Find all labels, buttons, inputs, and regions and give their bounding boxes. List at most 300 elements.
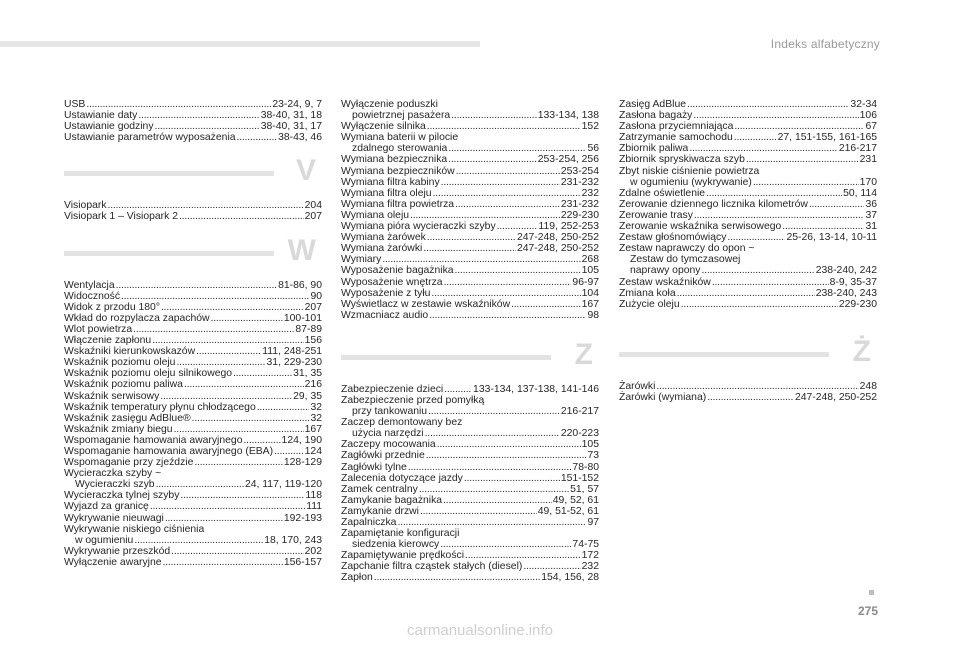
entry-term: Wyłączenie silnika bbox=[341, 121, 426, 133]
entry-pages: 27, 151-155, 161-165 bbox=[777, 132, 877, 144]
entry-term: Zestaw wskaźników bbox=[619, 276, 711, 288]
entry-pages: 49, 51-52, 61 bbox=[537, 505, 599, 517]
entry-pages: 111 bbox=[306, 501, 322, 513]
entry-term: Zamykanie bagażnika bbox=[341, 494, 443, 506]
index-entry bbox=[619, 99, 877, 110]
entry-pages: 216-217 bbox=[560, 406, 599, 418]
dot-leader bbox=[420, 506, 537, 517]
index-heading: Wycieraczka szyby ~ bbox=[64, 468, 162, 480]
entry-pages: 128-129 bbox=[283, 457, 322, 469]
index-entry bbox=[341, 166, 599, 177]
entry-pages: 38-40, 31, 18 bbox=[260, 110, 322, 122]
entry-pages: 98 bbox=[587, 309, 599, 321]
divider-line bbox=[64, 171, 274, 176]
entry-pages: 51, 57 bbox=[570, 483, 599, 495]
index-entry bbox=[341, 495, 599, 506]
index-entry bbox=[341, 462, 599, 473]
dot-leader bbox=[163, 557, 283, 568]
entry-term: Wymiary bbox=[341, 254, 382, 266]
index-entry bbox=[619, 110, 877, 121]
dot-leader bbox=[243, 435, 280, 446]
watermark: carmanualsonline.info bbox=[407, 622, 553, 639]
entry-pages: 231-232 bbox=[560, 176, 599, 188]
index-subentry bbox=[341, 428, 599, 439]
entry-term: Zamek centralny bbox=[341, 483, 418, 495]
index-entry bbox=[619, 299, 877, 310]
entry-pages: 231-232 bbox=[560, 198, 599, 210]
index-entry bbox=[619, 232, 877, 243]
entry-term: Visiopark 1 – Visiopark 2 bbox=[64, 211, 178, 223]
entry-term: Wskaźnik poziomu paliwa bbox=[64, 379, 183, 391]
entry-term: Wyświetlacz w zestawie wskaźników bbox=[341, 298, 511, 310]
dot-leader bbox=[444, 277, 572, 288]
dot-leader bbox=[165, 513, 283, 524]
index-column-1 bbox=[64, 99, 322, 568]
entry-term: Wyjazd za granicę bbox=[64, 501, 149, 513]
entry-pages: 96-97 bbox=[572, 276, 599, 288]
dot-leader bbox=[150, 501, 305, 512]
entry-pages: 118 bbox=[305, 490, 322, 502]
dot-leader bbox=[237, 132, 278, 143]
entry-term: Zasłona bagaży bbox=[619, 110, 693, 122]
entry-term: Zamykanie drzwi bbox=[341, 505, 419, 517]
index-entry bbox=[619, 132, 877, 143]
entry-term: Zbiornik paliwa bbox=[619, 143, 689, 155]
entry-term: Zasłona przyciemniająca bbox=[619, 121, 734, 133]
index-entry bbox=[64, 121, 322, 132]
index-entry bbox=[64, 379, 322, 390]
entry-pages: 229-230 bbox=[560, 209, 599, 221]
entry-term: zdalnego sterowania bbox=[352, 143, 448, 155]
page-header-title: Indeks alfabetyczny bbox=[770, 37, 880, 51]
entry-pages: 170 bbox=[859, 176, 877, 188]
entry-pages: 247-248, 250-252 bbox=[794, 391, 877, 403]
dot-leader bbox=[701, 265, 814, 276]
index-entry bbox=[341, 154, 599, 165]
entry-pages: 31, 35 bbox=[293, 368, 322, 380]
section-letter-zz: Ż bbox=[852, 334, 871, 368]
dot-leader bbox=[677, 288, 815, 299]
entry-term: naprawy opony bbox=[630, 265, 701, 277]
entry-term: Zestaw głośnomówiący bbox=[619, 232, 727, 244]
index-entry bbox=[619, 210, 877, 221]
index-entry bbox=[619, 199, 877, 210]
dot-leader bbox=[171, 546, 304, 557]
index-entry bbox=[341, 177, 599, 188]
group-z2 bbox=[341, 439, 599, 528]
index-entry bbox=[64, 280, 322, 291]
entry-pages: 24, 117, 119-120 bbox=[244, 479, 322, 491]
index-entry bbox=[341, 254, 599, 265]
entry-pages: 247-248, 250-252 bbox=[516, 232, 599, 244]
entry-pages: 78-80 bbox=[572, 461, 599, 473]
index-subentry bbox=[64, 535, 322, 546]
dot-leader bbox=[753, 177, 859, 188]
index-heading: Wyłączenie poduszki bbox=[341, 99, 438, 110]
entry-pages: 204 bbox=[304, 200, 322, 212]
entry-pages: 49, 52, 61 bbox=[552, 494, 599, 506]
index-entry bbox=[64, 402, 322, 413]
entry-term: Wyłączenie awaryjne bbox=[64, 556, 162, 568]
dot-leader bbox=[428, 406, 560, 417]
index-entry bbox=[64, 457, 322, 468]
group-u bbox=[64, 99, 322, 143]
index-entry bbox=[619, 392, 877, 403]
entry-term: Zaczepy mocowania bbox=[341, 439, 436, 451]
index-entry bbox=[341, 384, 599, 395]
entry-term: Wymiana bezpiecznika bbox=[341, 154, 448, 166]
entry-term: Wskaźnik poziomu oleju silnikowego bbox=[64, 368, 233, 380]
index-column-3 bbox=[619, 99, 877, 403]
dot-leader bbox=[425, 428, 560, 439]
entry-pages: 18, 170, 243 bbox=[264, 534, 322, 546]
entry-pages: 38-40, 31, 17 bbox=[260, 121, 322, 133]
index-entry bbox=[619, 221, 877, 232]
entry-term: Ustawianie parametrów wyposażenia bbox=[64, 132, 236, 144]
index-heading: Zbyt niskie ciśnienie powietrza bbox=[619, 165, 760, 177]
dot-leader bbox=[138, 110, 259, 121]
dot-leader bbox=[374, 572, 540, 583]
group-za bbox=[619, 99, 877, 166]
dot-leader bbox=[437, 439, 581, 450]
group-zc bbox=[619, 277, 877, 310]
entry-term: w ogumieniu (wykrywanie) bbox=[630, 176, 752, 188]
section-letter-w: W bbox=[287, 233, 316, 267]
index-entry bbox=[64, 313, 322, 324]
index-subentry bbox=[341, 406, 599, 417]
index-entry bbox=[341, 210, 599, 221]
entry-term: Zabezpieczenie dzieci bbox=[341, 383, 444, 395]
dot-leader bbox=[397, 517, 586, 528]
entry-term: Zerowanie trasy bbox=[619, 209, 693, 221]
dot-leader bbox=[116, 280, 277, 291]
entry-term: Zagłówki tylne bbox=[341, 461, 407, 473]
entry-term: siedzenia kierowcy bbox=[352, 539, 440, 551]
entry-pages: 133-134, 138 bbox=[537, 110, 599, 122]
dot-leader bbox=[152, 335, 303, 346]
dot-leader bbox=[382, 254, 580, 265]
entry-pages: 202 bbox=[304, 545, 322, 557]
entry-pages: 25-26, 13-14, 10-11 bbox=[786, 232, 877, 244]
dot-leader bbox=[451, 110, 537, 121]
index-entry bbox=[64, 368, 322, 379]
entry-term: Zapalniczka bbox=[341, 517, 397, 528]
index-entry bbox=[341, 199, 599, 210]
index-entry bbox=[64, 324, 322, 335]
dot-leader bbox=[706, 188, 842, 199]
entry-pages: 73 bbox=[587, 450, 599, 462]
dot-leader bbox=[156, 479, 244, 490]
index-subentry bbox=[341, 143, 599, 154]
dot-leader bbox=[440, 539, 571, 550]
index-subentry bbox=[64, 479, 322, 490]
entry-term: Wyposażenie wnętrza bbox=[341, 276, 443, 288]
dot-leader bbox=[134, 535, 263, 546]
dot-leader bbox=[694, 210, 865, 221]
entry-term: Visiopark bbox=[64, 200, 107, 212]
dot-leader bbox=[429, 310, 586, 321]
entry-term: Wycieraczka tylnej szyby bbox=[64, 490, 180, 502]
entry-term: Widoczność bbox=[64, 290, 121, 302]
dot-leader bbox=[108, 200, 304, 211]
page-number: 275 bbox=[857, 604, 878, 618]
dot-leader bbox=[681, 299, 838, 310]
dot-leader bbox=[274, 446, 304, 457]
index-heading: Wykrywanie niskiego ciśnienia bbox=[64, 523, 205, 535]
entry-term: Wyposażenie z tyłu bbox=[341, 287, 431, 299]
entry-pages: 32 bbox=[310, 401, 322, 413]
entry-term: powietrznej pasażera bbox=[352, 110, 451, 122]
entry-term: Wskaźnik serwisowy bbox=[64, 390, 160, 402]
entry-term: Zatrzymanie samochodu bbox=[619, 132, 733, 144]
entry-pages: 231 bbox=[859, 154, 877, 166]
index-entry bbox=[64, 132, 322, 143]
dot-leader bbox=[257, 402, 310, 413]
entry-term: USB bbox=[64, 99, 86, 110]
entry-pages: 124 bbox=[304, 445, 322, 457]
dot-leader bbox=[433, 188, 581, 199]
entry-pages: 151-152 bbox=[560, 472, 599, 484]
entry-pages: 31 bbox=[865, 221, 877, 233]
dot-leader bbox=[448, 154, 537, 165]
entry-pages: 156-157 bbox=[283, 556, 322, 568]
dot-leader bbox=[455, 265, 581, 276]
dot-leader bbox=[196, 346, 261, 357]
entry-term: Wlot powietrza bbox=[64, 323, 133, 335]
entry-term: Zapłon bbox=[341, 572, 373, 584]
dot-leader bbox=[444, 384, 472, 395]
entry-pages: 111, 248-251 bbox=[262, 346, 322, 358]
entry-pages: 74-75 bbox=[572, 539, 599, 551]
entry-pages: 32-34 bbox=[850, 99, 877, 110]
entry-term: Wykrywanie przeszkód bbox=[64, 545, 171, 557]
entry-term: Zalecenia dotyczące jazdy bbox=[341, 472, 463, 484]
dot-leader bbox=[121, 291, 309, 302]
index-entry bbox=[64, 435, 322, 446]
entry-pages: 216-217 bbox=[838, 143, 877, 155]
entry-term: Zbiornik spryskiwacza szyb bbox=[619, 154, 745, 166]
entry-pages: 56 bbox=[587, 143, 599, 155]
index-entry bbox=[341, 188, 599, 199]
entry-term: Zużycie oleju bbox=[619, 298, 680, 310]
index-entry bbox=[619, 277, 877, 288]
dot-leader bbox=[689, 143, 838, 154]
page-marker bbox=[869, 590, 874, 595]
entry-pages: 232 bbox=[581, 561, 599, 573]
dot-leader bbox=[782, 221, 864, 232]
section-letter-z: Z bbox=[574, 337, 593, 371]
dot-leader bbox=[656, 381, 858, 392]
entry-term: Zapamiętywanie prędkości bbox=[341, 550, 465, 562]
index-entry bbox=[341, 517, 599, 528]
dot-leader bbox=[497, 221, 538, 232]
dot-leader bbox=[427, 232, 516, 243]
dot-leader bbox=[180, 490, 304, 501]
entry-pages: 38-43, 46 bbox=[278, 132, 322, 144]
index-entry bbox=[341, 439, 599, 450]
entry-term: Wycieraczki szyb bbox=[75, 479, 155, 491]
entry-pages: 238-240, 243 bbox=[815, 287, 877, 299]
index-entry bbox=[619, 121, 877, 132]
dot-leader bbox=[423, 243, 516, 254]
entry-term: Zdalne oświetlenie bbox=[619, 187, 706, 199]
index-subentry bbox=[341, 539, 599, 550]
entry-term: Żarówki (wymiana) bbox=[619, 391, 707, 403]
entry-pages: 268 bbox=[581, 254, 599, 266]
group-wymiana bbox=[341, 154, 599, 320]
dot-leader bbox=[448, 143, 586, 154]
index-entry bbox=[64, 546, 322, 557]
index-entry bbox=[341, 277, 599, 288]
index-entry bbox=[64, 413, 322, 424]
entry-term: Widok z przodu 180° bbox=[64, 301, 160, 313]
dot-leader bbox=[687, 99, 849, 110]
index-entry bbox=[619, 188, 877, 199]
index-entry bbox=[341, 484, 599, 495]
entry-pages: 154, 156, 28 bbox=[541, 572, 599, 584]
dot-leader bbox=[809, 199, 865, 210]
dot-leader bbox=[441, 177, 560, 188]
index-subentry bbox=[619, 265, 877, 276]
index-entry bbox=[341, 299, 599, 310]
entry-pages: 207 bbox=[304, 211, 322, 223]
index-entry bbox=[64, 200, 322, 211]
entry-pages: 167 bbox=[581, 298, 599, 310]
index-entry bbox=[64, 335, 322, 346]
entry-term: Wyposażenie bagażnika bbox=[341, 265, 454, 277]
entry-pages: 207 bbox=[304, 301, 322, 313]
entry-pages: 67 bbox=[865, 121, 877, 133]
entry-pages: 220-223 bbox=[560, 428, 599, 440]
index-heading: Zapamiętanie konfiguracji bbox=[341, 528, 460, 540]
index-entry bbox=[64, 291, 322, 302]
index-entry bbox=[64, 557, 322, 568]
dot-leader bbox=[160, 391, 292, 402]
dot-leader bbox=[712, 277, 829, 288]
header-bar bbox=[0, 41, 480, 47]
dot-leader bbox=[176, 357, 265, 368]
index-entry bbox=[341, 310, 599, 321]
entry-term: Wymiana filtra powietrza bbox=[341, 198, 455, 210]
entry-term: Zerowanie dziennego licznika kilometrów bbox=[619, 198, 808, 210]
entry-term: Wspomaganie hamowania awaryjnego (EBA) bbox=[64, 445, 274, 457]
section-divider-w bbox=[64, 231, 322, 273]
entry-pages: 105 bbox=[581, 265, 599, 277]
index-entry bbox=[341, 473, 599, 484]
entry-term: Wymiana filtra oleju bbox=[341, 187, 432, 199]
entry-term: Wymiana pióra wycieraczki szyby bbox=[341, 221, 496, 233]
dot-leader bbox=[194, 457, 282, 468]
entry-pages: 8-9, 35-37 bbox=[829, 276, 877, 288]
section-letter-v: V bbox=[295, 154, 316, 188]
index-entry bbox=[341, 243, 599, 254]
dot-leader bbox=[746, 154, 859, 165]
section-divider-z bbox=[341, 335, 599, 377]
dot-leader bbox=[707, 392, 794, 403]
index-entry bbox=[619, 381, 877, 392]
entry-pages: 232 bbox=[581, 187, 599, 199]
divider-line bbox=[619, 352, 829, 357]
index-entry bbox=[341, 561, 599, 572]
dot-leader bbox=[465, 550, 581, 561]
index-entry bbox=[341, 232, 599, 243]
entry-pages: 156 bbox=[304, 335, 322, 347]
entry-term: Wzmacniacz audio bbox=[341, 309, 429, 321]
entry-pages: 167 bbox=[304, 423, 322, 435]
index-entry bbox=[64, 501, 322, 512]
index-entry bbox=[64, 490, 322, 501]
entry-term: Wskaźnik zasięgu AdBlue® bbox=[64, 412, 191, 424]
group-w2 bbox=[64, 490, 322, 523]
entry-pages: 238-240, 242 bbox=[815, 265, 877, 277]
entry-term: Wskaźnik poziomu oleju bbox=[64, 357, 176, 369]
group-z1 bbox=[341, 384, 599, 395]
entry-pages: 247-248, 250-252 bbox=[516, 243, 599, 255]
dot-leader bbox=[427, 121, 581, 132]
dot-leader bbox=[734, 132, 777, 143]
dot-leader bbox=[192, 413, 310, 424]
entry-pages: 36 bbox=[865, 198, 877, 210]
entry-term: Wykrywanie nieuwagi bbox=[64, 512, 164, 524]
dot-leader bbox=[233, 368, 292, 379]
entry-term: Zapchanie filtra cząstek stałych (diesel) bbox=[341, 561, 523, 573]
index-entry bbox=[341, 572, 599, 583]
entry-pages: 248 bbox=[859, 380, 877, 392]
index-entry bbox=[619, 143, 877, 154]
dot-leader bbox=[419, 484, 569, 495]
group-v bbox=[64, 200, 322, 222]
index-heading: Zaczep demontowany bez bbox=[341, 417, 463, 429]
dot-leader bbox=[155, 121, 260, 132]
entry-pages: 31, 229-230 bbox=[266, 357, 322, 369]
index-subentry bbox=[341, 110, 599, 121]
index-entry bbox=[64, 302, 322, 313]
section-divider-zz bbox=[619, 332, 877, 374]
entry-pages: 37 bbox=[865, 209, 877, 221]
index-entry bbox=[341, 550, 599, 561]
dot-leader bbox=[455, 199, 560, 210]
dot-leader bbox=[443, 495, 552, 506]
entry-pages: 90 bbox=[310, 290, 322, 302]
index-entry bbox=[64, 391, 322, 402]
dot-leader bbox=[133, 324, 294, 335]
entry-pages: 152 bbox=[581, 121, 599, 133]
index-subheading: Zestaw do tymczasowej bbox=[630, 254, 741, 266]
entry-term: Zmiana koła bbox=[619, 287, 676, 299]
dot-leader bbox=[523, 561, 580, 572]
section-divider-v bbox=[64, 151, 322, 193]
entry-term: Wymiana filtra kabiny bbox=[341, 176, 440, 188]
entry-pages: 81-86, 90 bbox=[278, 279, 322, 291]
dot-leader bbox=[511, 299, 581, 310]
entry-pages: 216 bbox=[304, 379, 322, 391]
entry-term: przy tankowaniu bbox=[352, 406, 428, 418]
entry-pages: 29, 35 bbox=[293, 390, 322, 402]
entry-pages: 104 bbox=[581, 287, 599, 299]
entry-pages: 133-134, 137-138, 141-146 bbox=[473, 383, 599, 395]
index-entry bbox=[341, 265, 599, 276]
entry-term: Zasięg AdBlue bbox=[619, 99, 687, 110]
dot-leader bbox=[161, 302, 304, 313]
entry-pages: 32 bbox=[310, 412, 322, 424]
dot-leader bbox=[464, 473, 560, 484]
group-z3 bbox=[341, 550, 599, 583]
index-column-2 bbox=[341, 99, 599, 584]
index-entry bbox=[64, 424, 322, 435]
entry-term: Ustawianie daty bbox=[64, 110, 138, 122]
entry-pages: 124, 190 bbox=[281, 434, 322, 446]
entry-pages: 97 bbox=[587, 517, 599, 528]
